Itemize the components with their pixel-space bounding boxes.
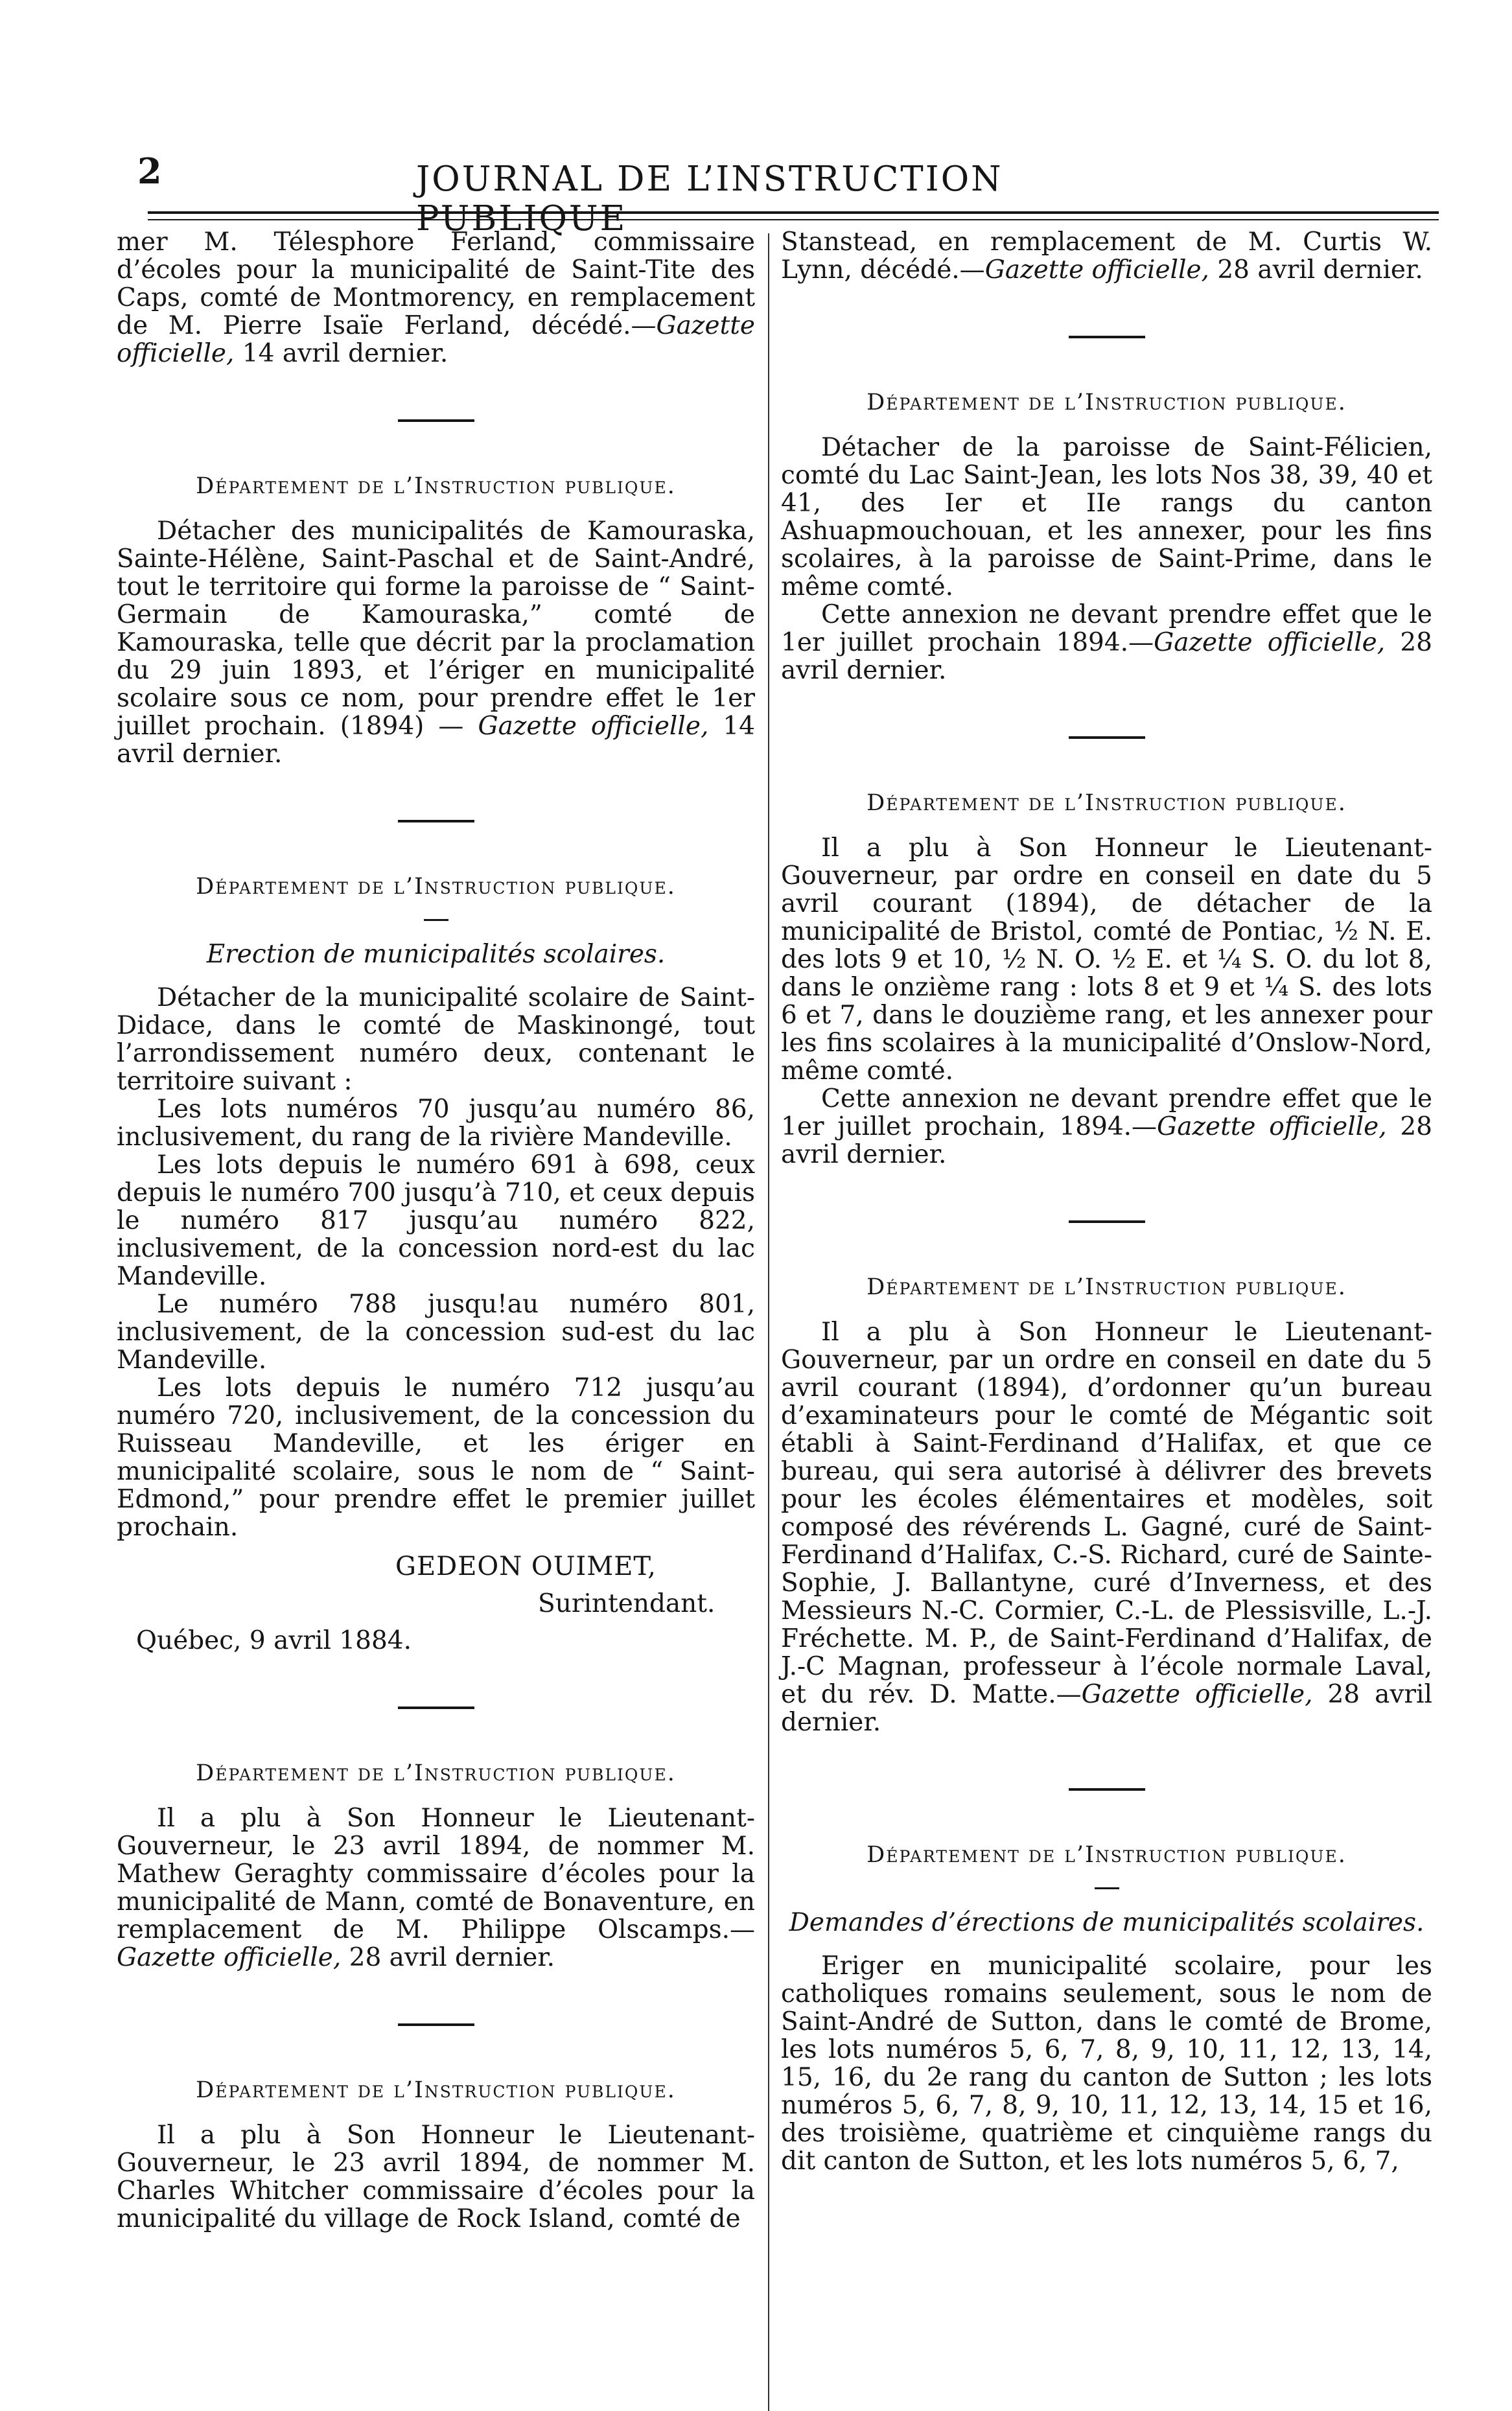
notice-paragraph: Il a plu à Son Honneur le Lieutenant-Gouverneur, par ordre en conseil en date du 5 avril courant (1894), de détacher de la municipalité de Bristol, comté de Pontiac, ½ N. E. des lots 9 et 10, ½ N. O. ½ E. et ¼ S. O. du lot 8, dans le onzième rang : lots 8 et 9 et ¼ S. des lots 6 et 7, dans le douzième rang, et les annexer pour les fins scolaires à la municipalité d’Onslow-Nord, même comté. <box>781 833 1432 1086</box>
gazette-date: 14 avril dernier. <box>117 712 755 769</box>
section-separator <box>398 820 474 822</box>
notice-paragraph: Les lots numéros 70 jusqu’au numéro 86, inclusivement, du rang de la rivière Mandeville. <box>117 1095 755 1152</box>
left-intro-gazette: Gazette officielle, <box>117 311 755 368</box>
gazette-date: 28 avril dernier. <box>781 1680 1432 1737</box>
notice-text: Cette annexion ne devant prendre effet que le 1er juillet prochain, 1894.— <box>781 1084 1432 1141</box>
gazette-reference: Gazette officielle, <box>1157 1112 1387 1141</box>
gazette-reference: Gazette officielle, <box>478 712 709 741</box>
signature-name: GEDEON OUIMET, <box>395 1552 657 1581</box>
department-heading: Département de l’Instruction publique. <box>196 473 676 499</box>
notice-text: Il a plu à Son Honneur le Lieutenant-Gouverneur, le 23 avril 1894, de nommer M. Mathew Geraghty commissaire d’écoles pour la municipalité de Mann, comté de Bonaventure, en remplacement de M. Philippe Olscamps.— <box>117 1804 755 1944</box>
right-intro-paragraph <box>781 228 1432 284</box>
department-heading: Département de l’Instruction publique. <box>866 390 1347 415</box>
notice-paragraph <box>117 517 755 768</box>
section-separator <box>398 419 474 422</box>
section-separator <box>1069 736 1145 739</box>
notice-text: Il a plu à Son Honneur le Lieutenant-Gouverneur, par un ordre en conseil en date du 5 avril courant (1894), d’ordonner qu’un bureau d’examinateurs pour le comté de Mégantic soit établi à Saint-Ferdinand d’Halifax, et que ce bureau, qui sera autorisé à délivrer des brevets pour les écoles élémentaires et modèles, soit composé des révérends L. Gagné, curé de Saint-Ferdinand d’Halifax, C.-S. Richard, curé de Sainte-Sophie, J. Ballantyne, curé d’Inverness, et des Messieurs N.-C. Cormier, C.-L. de Plessisville, L.-J. Fréchette. M. P., de Saint-Ferdinand d’Halifax, de J.-C Magnan, professeur à l’école normale Laval, et du rév. D. Matte.— <box>781 1318 1432 1709</box>
right-intro-gazette: Gazette officielle, <box>984 255 1209 285</box>
section-separator <box>398 1706 474 1709</box>
section-separator <box>1069 1220 1145 1223</box>
journal-title: JOURNAL DE L’INSTRUCTION <box>416 159 1003 199</box>
short-dash <box>424 919 448 921</box>
gazette-date: 28 avril dernier. <box>781 1112 1432 1169</box>
notice-paragraph: Détacher de la municipalité scolaire de Saint-Didace, dans le comté de Maskinongé, tout l’arrondissement numéro deux, contenant le territoire suivant : <box>117 983 755 1096</box>
department-heading: Département de l’Instruction publique. <box>866 1274 1347 1300</box>
right-intro-text: Stanstead, en remplacement de M. Curtis W. Lynn, décédé.— <box>781 227 1432 285</box>
header-rule-thin <box>148 219 1439 220</box>
department-heading: Département de l’Instruction publique. <box>866 790 1347 816</box>
section-separator <box>1069 1788 1145 1791</box>
page-number: 2 <box>137 150 163 192</box>
left-intro-date: 14 avril dernier. <box>234 339 448 368</box>
department-heading: Département de l’Instruction publique. <box>196 874 676 900</box>
short-dash <box>1095 1887 1119 1889</box>
notice-text: Cette annexion ne devant prendre effet que le 1er juillet prochain 1894.— <box>781 600 1432 657</box>
left-intro-paragraph <box>117 228 755 367</box>
notice-text: Détacher des municipalités de Kamouraska, Sainte-Hélène, Saint-Paschal et de Saint-André, tout le territoire qui forme la paroisse de “ Saint-Germain de Kamouraska,” comté de Kamouraska, telle que décrit par la proclamation du 29 juin 1893, et l’ériger en municipalité scolaire sous ce nom, pour prendre effet le 1er juillet prochain. (1894) — <box>117 517 755 741</box>
right-intro-date: 28 avril dernier. <box>1209 255 1423 285</box>
notice-paragraph <box>781 1085 1432 1169</box>
signature-title: Surintendant. <box>538 1589 715 1618</box>
notice-paragraph <box>117 1804 755 1972</box>
notice-paragraph: Détacher de la paroisse de Saint-Félicien, comté du Lac Saint-Jean, les lots Nos 38, 39, 40 et 41, des Ier et IIe rangs du canton Ashuapmouchouan, et les annexer, pour les fins scolaires, à la paroisse de Saint-Prime, dans le même comté. <box>781 433 1432 601</box>
notice-paragraph: Les lots depuis le numéro 712 jusqu’au numéro 720, inclusivement, de la concession du Ruisseau Mandeville, et les ériger en municipalité scolaire, sous le nom de “ Saint-Edmond,” pour prendre effet le premier juillet prochain. <box>117 1373 755 1542</box>
gazette-reference: Gazette officielle, <box>1154 628 1386 657</box>
department-heading: Département de l’Instruction publique. <box>866 1842 1347 1868</box>
gazette-date: 28 avril dernier. <box>341 1943 555 1972</box>
notice-paragraph <box>781 601 1432 684</box>
department-heading: Département de l’Instruction publique. <box>196 1760 676 1786</box>
left-intro-text: mer M. Télesphore Ferland, commissaire d’écoles pour la municipalité de Saint-Tite des Caps, comté de Montmorency, en remplacement de M. Pierre Isaïe Ferland, décédé.— <box>117 227 755 340</box>
section-separator <box>398 2023 474 2026</box>
gazette-date: 28 avril dernier. <box>781 628 1432 685</box>
section-subtitle: Demandes d’érections de municipalités scolaires. <box>789 1908 1425 1937</box>
notice-paragraph: Eriger en municipalité scolaire, pour les catholiques romains seulement, sous le nom de Saint-André de Sutton, dans le comté de Brome, les lots numéros 5, 6, 7, 8, 9, 10, 11, 12, 13, 14, 15, 16, du 2e rang du canton de Sutton ; les lots numéros 5, 6, 7, 8, 9, 10, 11, 12, 13, 14, 15 et 16, des troisième, quatrième et cinquième rangs du dit canton de Sutton, et les lots numéros 5, 6, 7, <box>781 1951 1432 2176</box>
column-divider <box>768 233 769 2411</box>
gazette-reference: Gazette officielle, <box>1081 1680 1313 1709</box>
section-subtitle: Erection de municipalités scolaires. <box>206 940 666 969</box>
section-separator <box>1069 336 1145 338</box>
notice-paragraph: Le numéro 788 jusqu!au numéro 801, inclusivement, de la concession sud-est du lac Mandeville. <box>117 1290 755 1375</box>
notice-paragraph: Les lots depuis le numéro 691 à 698, ceux depuis le numéro 700 jusqu’à 710, et ceux depuis le numéro 817 jusqu’au numéro 822, inclusivement, de la concession nord-est du lac Mandeville. <box>117 1150 755 1291</box>
department-heading: Département de l’Instruction publique. <box>196 2077 676 2103</box>
notice-paragraph: Il a plu à Son Honneur le Lieutenant-Gouverneur, le 23 avril 1894, de nommer M. Charles Whitcher commissaire d’écoles pour la municipalité du village de Rock Island, comté de <box>117 2121 755 2233</box>
left-column <box>117 228 755 2233</box>
notice-paragraph <box>781 1318 1432 1736</box>
gazette-reference: Gazette officielle, <box>117 1943 342 1972</box>
right-column <box>781 228 1432 2175</box>
dateline: Québec, 9 avril 1884. <box>136 1626 412 1655</box>
header-rule-thick <box>148 211 1439 214</box>
